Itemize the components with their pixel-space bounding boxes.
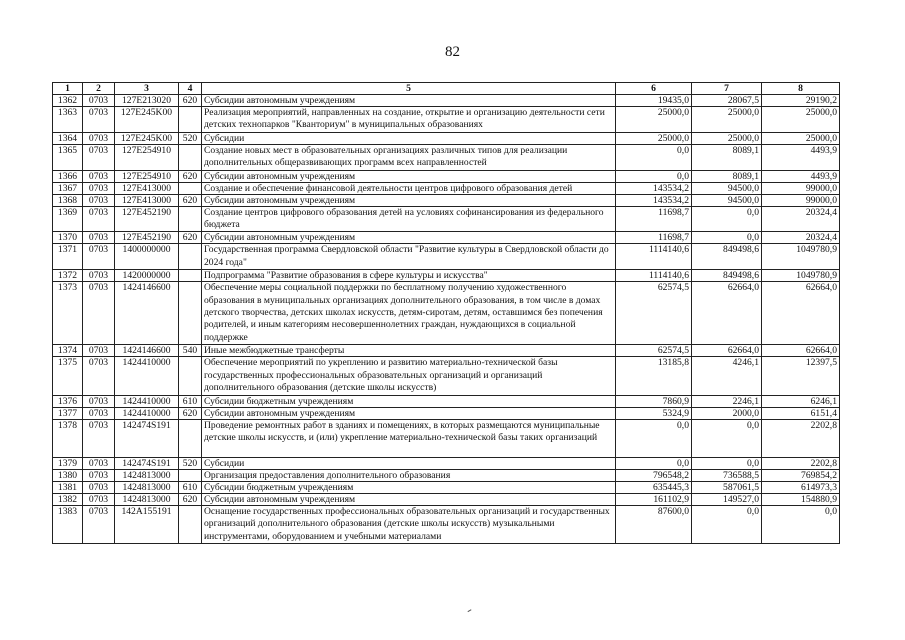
- amount-year2-cell: 0,0: [692, 505, 762, 543]
- amount-year3-cell: 99000,0: [762, 182, 840, 194]
- expense-type-cell: 620: [179, 95, 202, 107]
- amount-year2-cell: 8089,1: [692, 144, 762, 170]
- row-number-cell: 1373: [53, 282, 83, 345]
- amount-year1-cell: 635445,3: [616, 481, 692, 493]
- amount-year2-cell: 2246,1: [692, 395, 762, 407]
- target-article-cell: 1424410000: [115, 395, 179, 407]
- column-header: 2: [83, 83, 115, 95]
- amount-year3-cell: 4493,9: [762, 144, 840, 170]
- table-row: [53, 419, 840, 457]
- column-header: 6: [616, 83, 692, 95]
- description-cell: Проведение ремонтных работ в зданиях и помещениях, в которых размещаются муниципальные детские школы искусств, и (или) укрепление материально-технической базы таких организаций: [202, 419, 616, 457]
- target-article-cell: 1424813000: [115, 493, 179, 505]
- section-code-cell: 0703: [83, 194, 115, 206]
- target-article-cell: 1424813000: [115, 469, 179, 481]
- amount-year1-cell: 62574,5: [616, 345, 692, 357]
- row-number-cell: 1370: [53, 232, 83, 244]
- table-row: [53, 357, 840, 395]
- amount-year1-cell: 13185,8: [616, 357, 692, 395]
- section-code-cell: 0703: [83, 132, 115, 144]
- expense-type-cell: [179, 469, 202, 481]
- expense-type-cell: 620: [179, 194, 202, 206]
- amount-year1-cell: 19435,0: [616, 95, 692, 107]
- amount-year1-cell: 0,0: [616, 170, 692, 182]
- target-article-cell: 127E254910: [115, 170, 179, 182]
- amount-year1-cell: 25000,0: [616, 107, 692, 133]
- target-article-cell: 1400000000: [115, 244, 179, 270]
- expense-type-cell: 620: [179, 407, 202, 419]
- target-article-cell: 127E245K00: [115, 132, 179, 144]
- expense-type-cell: 520: [179, 457, 202, 469]
- target-article-cell: 142A155191: [115, 505, 179, 543]
- amount-year2-cell: 0,0: [692, 206, 762, 232]
- expense-type-cell: [179, 107, 202, 133]
- description-cell: Субсидии автономным учреждениям: [202, 95, 616, 107]
- target-article-cell: 142474S191: [115, 419, 179, 457]
- table-row: [53, 457, 840, 469]
- expense-type-cell: [179, 270, 202, 282]
- amount-year1-cell: 1114140,6: [616, 270, 692, 282]
- table-row: [53, 345, 840, 357]
- description-cell: Обеспечение мероприятий по укреплению и развитию материально-технической базы государственных профессиональных образовательных организаций и организаций дополнительного образования (детские школы искусств): [202, 357, 616, 395]
- amount-year3-cell: 20324,4: [762, 206, 840, 232]
- amount-year3-cell: 2202,8: [762, 457, 840, 469]
- row-number-cell: 1380: [53, 469, 83, 481]
- row-number-cell: 1372: [53, 270, 83, 282]
- section-code-cell: 0703: [83, 345, 115, 357]
- expense-type-cell: 620: [179, 170, 202, 182]
- column-header: 4: [179, 83, 202, 95]
- table-row: [53, 493, 840, 505]
- amount-year1-cell: 87600,0: [616, 505, 692, 543]
- row-number-cell: 1369: [53, 206, 83, 232]
- section-code-cell: 0703: [83, 469, 115, 481]
- row-number-cell: 1374: [53, 345, 83, 357]
- description-cell: Реализация мероприятий, направленных на создание, открытие и организацию деятельности сети детских технопарков "Кванториум" в муниципальных образованиях: [202, 107, 616, 133]
- description-cell: Создание новых мест в образовательных организациях различных типов для реализации дополнительных общеразвивающих программ всех направленностей: [202, 144, 616, 170]
- amount-year2-cell: 25000,0: [692, 107, 762, 133]
- expense-type-cell: [179, 357, 202, 395]
- amount-year3-cell: 4493,9: [762, 170, 840, 182]
- section-code-cell: 0703: [83, 505, 115, 543]
- section-code-cell: 0703: [83, 270, 115, 282]
- amount-year3-cell: 25000,0: [762, 107, 840, 133]
- amount-year3-cell: 25000,0: [762, 132, 840, 144]
- amount-year1-cell: 0,0: [616, 144, 692, 170]
- table-row: [53, 170, 840, 182]
- target-article-cell: 1424146600: [115, 282, 179, 345]
- table-row: [53, 395, 840, 407]
- amount-year2-cell: 849498,6: [692, 270, 762, 282]
- section-code-cell: 0703: [83, 206, 115, 232]
- description-cell: Обеспечение меры социальной поддержки по бесплатному получению художественного образования в муниципальных организациях дополнительного образования, в том числе в домах детского творчества, детских школах искусств, детям-сиротам, детям, оставшимся без попечения родителей, и иным категориям несовершеннолетних граждан, нуждающихся в социальной поддержке: [202, 282, 616, 345]
- target-article-cell: 127E452190: [115, 206, 179, 232]
- column-header: 3: [115, 83, 179, 95]
- amount-year2-cell: 25000,0: [692, 132, 762, 144]
- amount-year2-cell: 849498,6: [692, 244, 762, 270]
- amount-year2-cell: 736588,5: [692, 469, 762, 481]
- amount-year3-cell: 12397,5: [762, 357, 840, 395]
- description-cell: Субсидии: [202, 132, 616, 144]
- amount-year1-cell: 5324,9: [616, 407, 692, 419]
- description-cell: Субсидии: [202, 457, 616, 469]
- expense-type-cell: 610: [179, 481, 202, 493]
- amount-year2-cell: 94500,0: [692, 182, 762, 194]
- amount-year3-cell: 6151,4: [762, 407, 840, 419]
- target-article-cell: 1420000000: [115, 270, 179, 282]
- amount-year2-cell: 4246,1: [692, 357, 762, 395]
- amount-year3-cell: 2202,8: [762, 419, 840, 457]
- column-header: 7: [692, 83, 762, 95]
- section-code-cell: 0703: [83, 407, 115, 419]
- expense-type-cell: 620: [179, 493, 202, 505]
- description-cell: Создание и обеспечение финансовой деятельности центров цифрового образования детей: [202, 182, 616, 194]
- expense-type-cell: 610: [179, 395, 202, 407]
- expense-type-cell: [179, 182, 202, 194]
- section-code-cell: 0703: [83, 170, 115, 182]
- table-row: [53, 407, 840, 419]
- amount-year2-cell: 62664,0: [692, 282, 762, 345]
- column-header: 5: [202, 83, 616, 95]
- section-code-cell: 0703: [83, 232, 115, 244]
- amount-year1-cell: 11698,7: [616, 232, 692, 244]
- expense-type-cell: [179, 505, 202, 543]
- description-cell: Субсидии бюджетным учреждениям: [202, 395, 616, 407]
- target-article-cell: 127E245K00: [115, 107, 179, 133]
- row-number-cell: 1376: [53, 395, 83, 407]
- section-code-cell: 0703: [83, 357, 115, 395]
- amount-year1-cell: 62574,5: [616, 282, 692, 345]
- description-cell: Субсидии автономным учреждениям: [202, 232, 616, 244]
- row-number-cell: 1367: [53, 182, 83, 194]
- amount-year2-cell: 0,0: [692, 457, 762, 469]
- row-number-cell: 1383: [53, 505, 83, 543]
- table-row: [53, 194, 840, 206]
- table-row: [53, 282, 840, 345]
- amount-year1-cell: 0,0: [616, 419, 692, 457]
- table-row: [53, 95, 840, 107]
- expense-type-cell: [179, 206, 202, 232]
- description-cell: Подпрограмма "Развитие образования в сфере культуры и искусства": [202, 270, 616, 282]
- target-article-cell: 1424146600: [115, 345, 179, 357]
- column-header: 8: [762, 83, 840, 95]
- description-cell: Оснащение государственных профессиональных образовательных организаций и государственных организаций дополнительного образования (детские школы искусств) музыкальными инструментами, оборудованием и учебными материалами: [202, 505, 616, 543]
- row-number-cell: 1382: [53, 493, 83, 505]
- amount-year3-cell: 29190,2: [762, 95, 840, 107]
- row-number-cell: 1365: [53, 144, 83, 170]
- budget-table: [52, 82, 840, 544]
- expense-type-cell: [179, 244, 202, 270]
- target-article-cell: 127E413000: [115, 182, 179, 194]
- amount-year1-cell: 1114140,6: [616, 244, 692, 270]
- amount-year2-cell: 8089,1: [692, 170, 762, 182]
- table-row: [53, 132, 840, 144]
- amount-year3-cell: 6246,1: [762, 395, 840, 407]
- section-code-cell: 0703: [83, 493, 115, 505]
- section-code-cell: 0703: [83, 481, 115, 493]
- expense-type-cell: 520: [179, 132, 202, 144]
- row-number-cell: 1368: [53, 194, 83, 206]
- amount-year2-cell: 587061,5: [692, 481, 762, 493]
- stray-pen-mark: [468, 609, 473, 614]
- amount-year2-cell: 0,0: [692, 419, 762, 457]
- expense-type-cell: 540: [179, 345, 202, 357]
- row-number-cell: 1364: [53, 132, 83, 144]
- table-row: [53, 206, 840, 232]
- description-cell: Субсидии автономным учреждениям: [202, 493, 616, 505]
- amount-year2-cell: 62664,0: [692, 345, 762, 357]
- description-cell: Иные межбюджетные трансферты: [202, 345, 616, 357]
- amount-year3-cell: 20324,4: [762, 232, 840, 244]
- table-row: [53, 481, 840, 493]
- amount-year3-cell: 154880,9: [762, 493, 840, 505]
- amount-year1-cell: 7860,9: [616, 395, 692, 407]
- amount-year1-cell: 143534,2: [616, 182, 692, 194]
- table-row: [53, 107, 840, 133]
- target-article-cell: 1424813000: [115, 481, 179, 493]
- table-row: [53, 182, 840, 194]
- expense-type-cell: 620: [179, 232, 202, 244]
- row-number-cell: 1378: [53, 419, 83, 457]
- row-number-cell: 1381: [53, 481, 83, 493]
- section-code-cell: 0703: [83, 419, 115, 457]
- target-article-cell: 1424410000: [115, 407, 179, 419]
- amount-year2-cell: 2000,0: [692, 407, 762, 419]
- amount-year3-cell: 0,0: [762, 505, 840, 543]
- description-cell: Субсидии бюджетным учреждениям: [202, 481, 616, 493]
- table-row: [53, 469, 840, 481]
- section-code-cell: 0703: [83, 107, 115, 133]
- table-body: [53, 95, 840, 544]
- section-code-cell: 0703: [83, 282, 115, 345]
- section-code-cell: 0703: [83, 144, 115, 170]
- target-article-cell: 127E413000: [115, 194, 179, 206]
- target-article-cell: 1424410000: [115, 357, 179, 395]
- section-code-cell: 0703: [83, 395, 115, 407]
- target-article-cell: 142474S191: [115, 457, 179, 469]
- amount-year1-cell: 25000,0: [616, 132, 692, 144]
- description-cell: Субсидии автономным учреждениям: [202, 407, 616, 419]
- amount-year2-cell: 94500,0: [692, 194, 762, 206]
- amount-year3-cell: 1049780,9: [762, 270, 840, 282]
- description-cell: Государственная программа Свердловской области "Развитие культуры в Свердловской области до 2024 года": [202, 244, 616, 270]
- amount-year3-cell: 1049780,9: [762, 244, 840, 270]
- target-article-cell: 127E213020: [115, 95, 179, 107]
- table-header-row: [53, 83, 840, 95]
- section-code-cell: 0703: [83, 244, 115, 270]
- amount-year3-cell: 62664,0: [762, 282, 840, 345]
- description-cell: Субсидии автономным учреждениям: [202, 170, 616, 182]
- row-number-cell: 1377: [53, 407, 83, 419]
- amount-year2-cell: 28067,5: [692, 95, 762, 107]
- amount-year1-cell: 0,0: [616, 457, 692, 469]
- section-code-cell: 0703: [83, 95, 115, 107]
- row-number-cell: 1375: [53, 357, 83, 395]
- description-cell: Создание центров цифрового образования детей на условиях софинансирования из федерального бюджета: [202, 206, 616, 232]
- amount-year3-cell: 62664,0: [762, 345, 840, 357]
- page-number: 82: [445, 44, 460, 60]
- table-row: [53, 232, 840, 244]
- amount-year2-cell: 149527,0: [692, 493, 762, 505]
- expense-type-cell: [179, 144, 202, 170]
- amount-year3-cell: 99000,0: [762, 194, 840, 206]
- description-cell: Субсидии автономным учреждениям: [202, 194, 616, 206]
- target-article-cell: 127E254910: [115, 144, 179, 170]
- target-article-cell: 127E452190: [115, 232, 179, 244]
- row-number-cell: 1366: [53, 170, 83, 182]
- amount-year1-cell: 11698,7: [616, 206, 692, 232]
- amount-year1-cell: 796548,2: [616, 469, 692, 481]
- expense-type-cell: [179, 419, 202, 457]
- section-code-cell: 0703: [83, 182, 115, 194]
- section-code-cell: 0703: [83, 457, 115, 469]
- column-header: 1: [53, 83, 83, 95]
- amount-year3-cell: 614973,3: [762, 481, 840, 493]
- table-row: [53, 505, 840, 543]
- table-row: [53, 244, 840, 270]
- amount-year1-cell: 143534,2: [616, 194, 692, 206]
- expense-type-cell: [179, 282, 202, 345]
- amount-year1-cell: 161102,9: [616, 493, 692, 505]
- row-number-cell: 1363: [53, 107, 83, 133]
- table-row: [53, 144, 840, 170]
- table-row: [53, 270, 840, 282]
- amount-year2-cell: 0,0: [692, 232, 762, 244]
- row-number-cell: 1362: [53, 95, 83, 107]
- description-cell: Организация предоставления дополнительного образования: [202, 469, 616, 481]
- row-number-cell: 1379: [53, 457, 83, 469]
- row-number-cell: 1371: [53, 244, 83, 270]
- amount-year3-cell: 769854,2: [762, 469, 840, 481]
